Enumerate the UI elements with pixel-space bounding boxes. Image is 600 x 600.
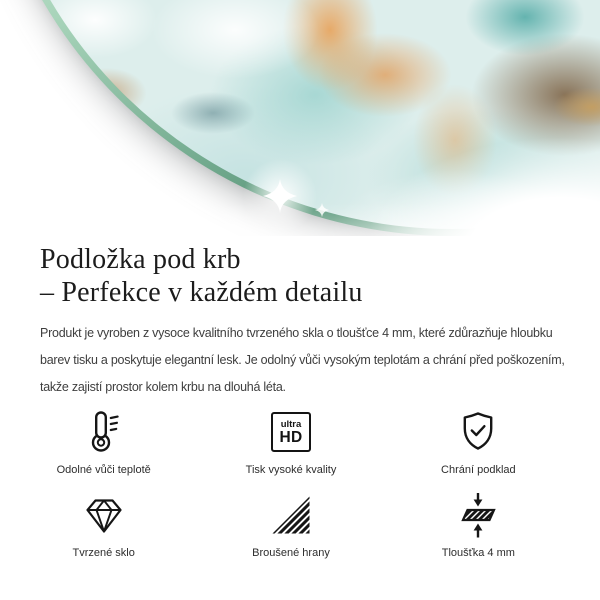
feature-label: Tvrzené sklo [72, 547, 135, 559]
ultra-hd-text-bottom: HD [279, 428, 303, 446]
thickness-icon [454, 490, 502, 540]
description-line: Produkt je vyroben z vysoce kvalitního tvrzeného skla o tloušťce 4 mm, které zdůrazňuje hloubku [40, 326, 553, 340]
feature-tempered-glass [10, 490, 197, 560]
feature-label: Odolné vůči teplotě [56, 464, 151, 476]
feature-print-quality [197, 407, 384, 477]
description-line: takže zajistí prostor kolem krbu na dlouhá léta. [40, 380, 286, 394]
feature-label: Tloušťka 4 mm [441, 547, 515, 559]
page-title-line1: Podložka pod krb [40, 244, 241, 275]
ultra-hd-icon [271, 407, 311, 457]
shield-check-icon [454, 407, 502, 457]
feature-grid [10, 407, 572, 560]
description-line: barev tisku a poskytuje elegantní lesk. Je odolný vůči vysokým teplotám a chrání před poškozením, [40, 353, 565, 367]
feature-thickness [385, 490, 572, 560]
sparkle-icon [263, 179, 297, 213]
sparkle-small-icon [315, 203, 329, 217]
ultra-hd-text-top: ultra [280, 418, 302, 430]
feature-label: Tisk vysoké kvality [245, 464, 337, 476]
feature-label: Broušené hrany [252, 547, 330, 559]
thermometer-icon [80, 407, 128, 457]
feature-label: Chrání podklad [441, 464, 516, 476]
diamond-icon [80, 490, 128, 540]
page-title [40, 243, 560, 309]
feature-heat-resistant [10, 407, 197, 477]
product-description [40, 320, 565, 401]
feature-protects-surface [385, 407, 572, 477]
product-photo [0, 0, 600, 236]
page-title-line2: – Perfekce v každém detailu [40, 277, 363, 308]
feature-polished-edges [197, 490, 384, 560]
beveled-edges-icon [267, 490, 315, 540]
